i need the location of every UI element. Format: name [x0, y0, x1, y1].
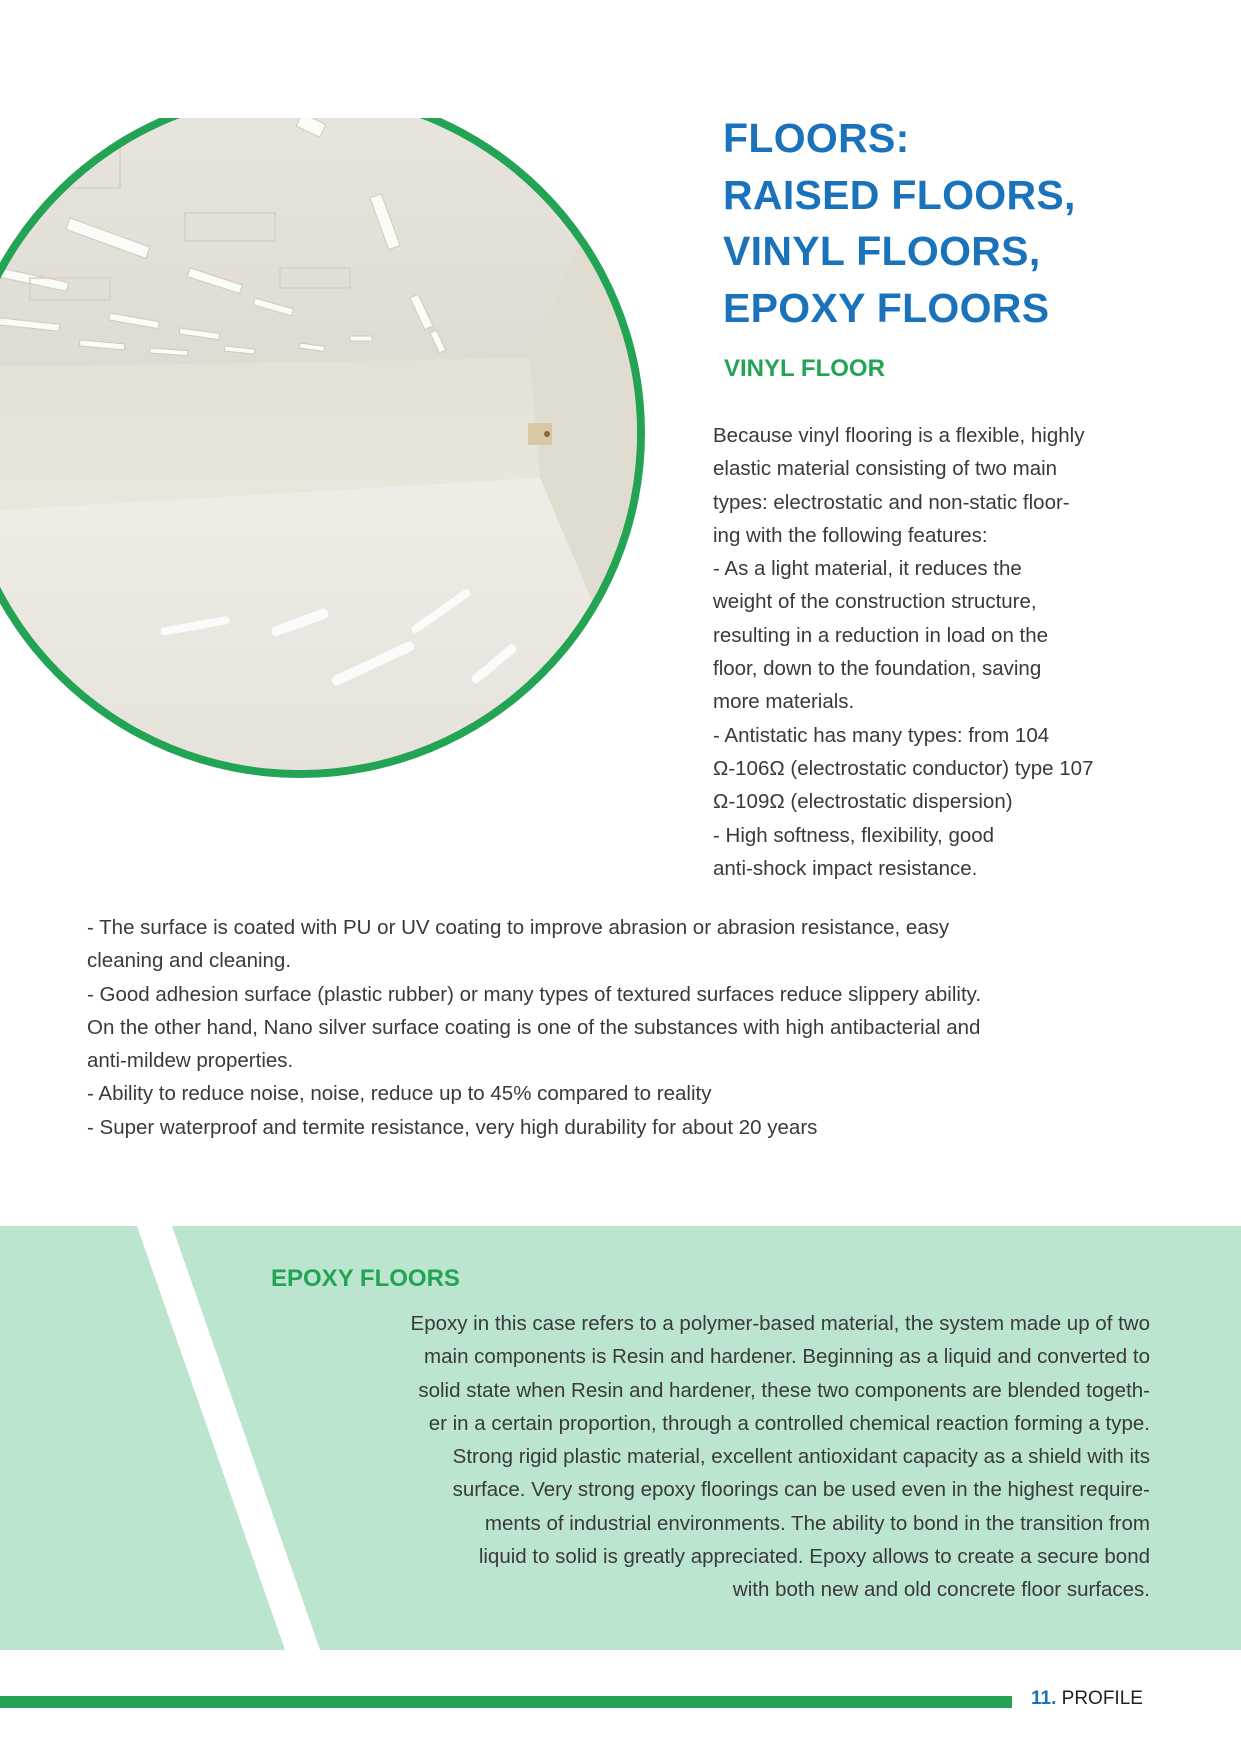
text-line: cleaning and cleaning.: [87, 949, 292, 973]
title-line: EPOXY FLOORS: [723, 284, 1050, 331]
text-line: surface. Very strong epoxy floorings can be used even in the highest require-: [452, 1478, 1150, 1502]
page-title: [723, 110, 1076, 336]
text-line: solid state when Resin and hardener, these two components are blended togeth-: [418, 1378, 1150, 1402]
text-line: with both new and old concrete floor surfaces.: [732, 1578, 1150, 1602]
epoxy-text: [0, 1307, 1150, 1607]
text-line: ments of industrial environments. The ability to bond in the transition from: [484, 1511, 1150, 1535]
text-line: Because vinyl flooring is a flexible, highly: [713, 424, 1085, 447]
text-line: main components is Resin and hardener. Beginning as a liquid and converted to: [424, 1345, 1150, 1369]
vinyl-full-width-text: [87, 911, 1167, 1144]
text-line: liquid to solid is greatly appreciated. Epoxy allows to create a secure bond: [478, 1545, 1150, 1569]
footer-section-name: PROFILE: [1061, 1688, 1143, 1709]
text-line: anti-shock impact resistance.: [713, 856, 978, 880]
text-line: Strong rigid plastic material, excellent antioxidant capacity as a shield with its: [452, 1445, 1150, 1469]
text-line: er in a certain proportion, through a controlled chemical reaction forming a type.: [428, 1411, 1150, 1435]
vinyl-floor-heading: VINYL FLOOR: [724, 355, 885, 382]
footer-green-bar: [0, 1696, 1012, 1708]
text-line: elastic material consisting of two main: [713, 457, 1058, 481]
footer-page-label: [1031, 1688, 1143, 1710]
text-line: more materials.: [713, 690, 855, 714]
text-line: ing with the following features:: [713, 523, 988, 547]
title-line: FLOORS:: [723, 115, 910, 161]
page-number: 11.: [1031, 1688, 1057, 1709]
text-line: resulting in a reduction in load on the: [713, 623, 1049, 647]
text-line: weight of the construction structure,: [713, 590, 1037, 614]
text-line: - Antistatic has many types: from 104: [713, 723, 1050, 747]
text-line: types: electrostatic and non-static floor-: [713, 490, 1070, 514]
text-line: - Super waterproof and termite resistance, very high durability for about 20 years: [87, 1115, 818, 1139]
text-line: On the other hand, Nano silver surface coating is one of the substances with high antibacterial and: [87, 1015, 981, 1039]
text-line: - Good adhesion surface (plastic rubber) or many types of textured surfaces reduce slippery ability.: [87, 982, 982, 1006]
text-line: - High softness, flexibility, good: [713, 823, 995, 847]
hero-cleanroom-image: [0, 118, 660, 798]
title-line: RAISED FLOORS,: [723, 171, 1076, 218]
text-line: Ω-106Ω (electrostatic conductor) type 107: [713, 756, 1094, 780]
text-line: - Ability to reduce noise, noise, reduce up to 45% compared to reality: [87, 1082, 712, 1106]
text-line: anti-mildew properties.: [87, 1049, 294, 1073]
text-line: Epoxy in this case refers to a polymer-based material, the system made up of two: [410, 1312, 1150, 1335]
text-line: - As a light material, it reduces the: [713, 557, 1022, 581]
title-line: VINYL FLOORS,: [723, 228, 1041, 274]
text-line: Ω-109Ω (electrostatic dispersion): [713, 790, 1013, 814]
text-line: - The surface is coated with PU or UV coating to improve abrasion or abrasion resistance, easy: [87, 916, 950, 939]
text-line: floor, down to the foundation, saving: [713, 657, 1042, 681]
vinyl-column-text: [713, 419, 1163, 885]
epoxy-floors-heading: EPOXY FLOORS: [271, 1265, 460, 1292]
